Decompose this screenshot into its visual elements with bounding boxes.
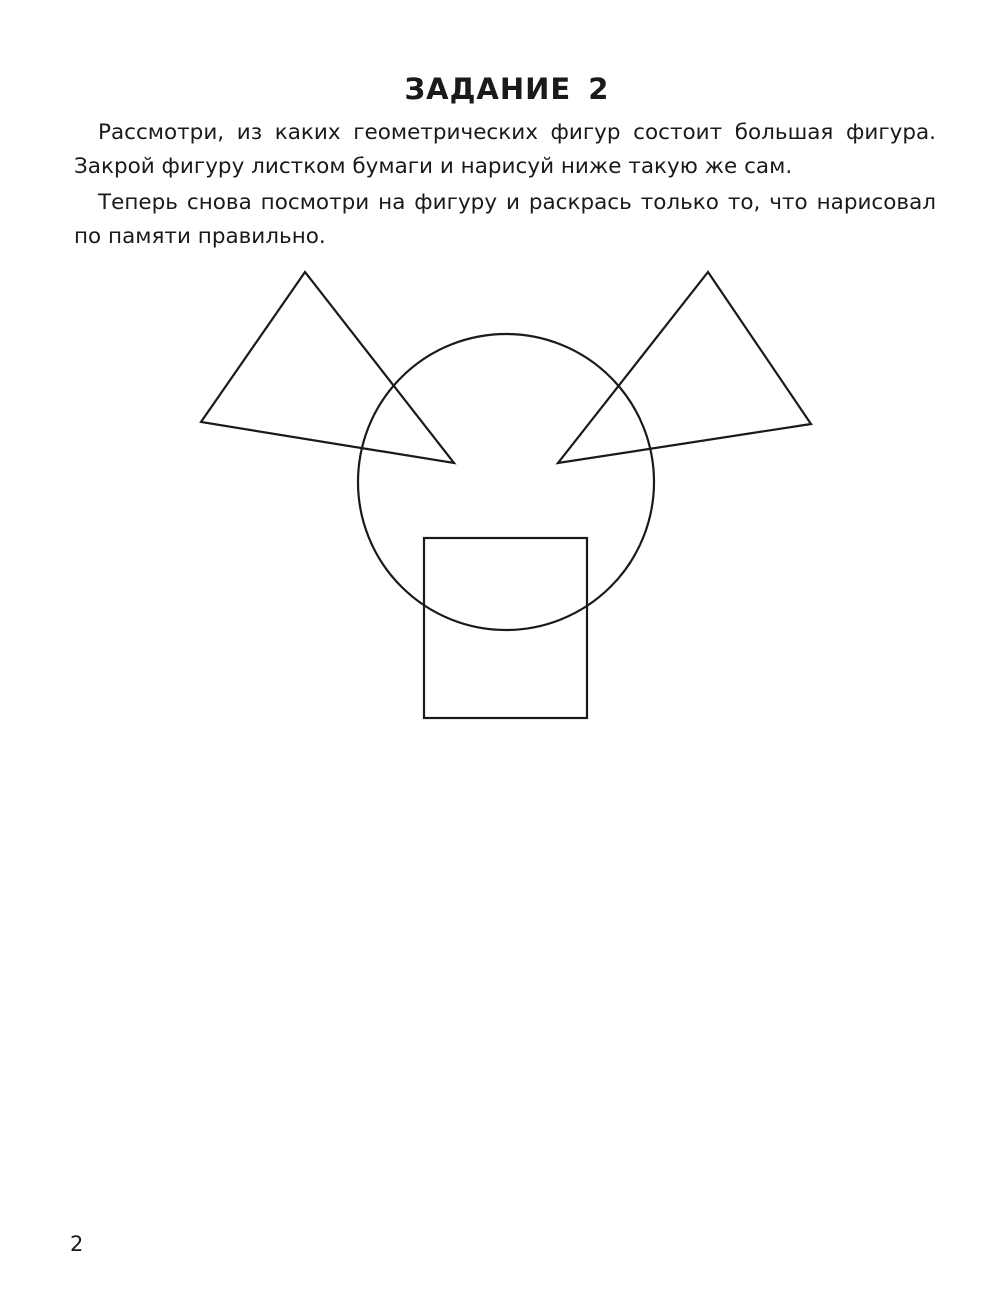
center-circle <box>358 334 654 630</box>
bottom-square <box>424 538 587 718</box>
instruction-paragraph-1: Рассмотри, из каких геометрических фигур состоит большая фигура. Закрой фигуру листком бумаги и нарисуй ниже такую же сам. <box>74 120 936 179</box>
task-instructions <box>74 116 936 254</box>
left-triangle <box>201 272 454 463</box>
instruction-paragraph-2: Теперь снова посмотри на фигуру и раскрась только то, что нарисовал по памяти правильно. <box>74 190 936 249</box>
task-title: ЗАДАНИЕ 2 <box>404 72 610 106</box>
page-number: 2 <box>70 1232 84 1256</box>
right-triangle <box>558 272 811 463</box>
